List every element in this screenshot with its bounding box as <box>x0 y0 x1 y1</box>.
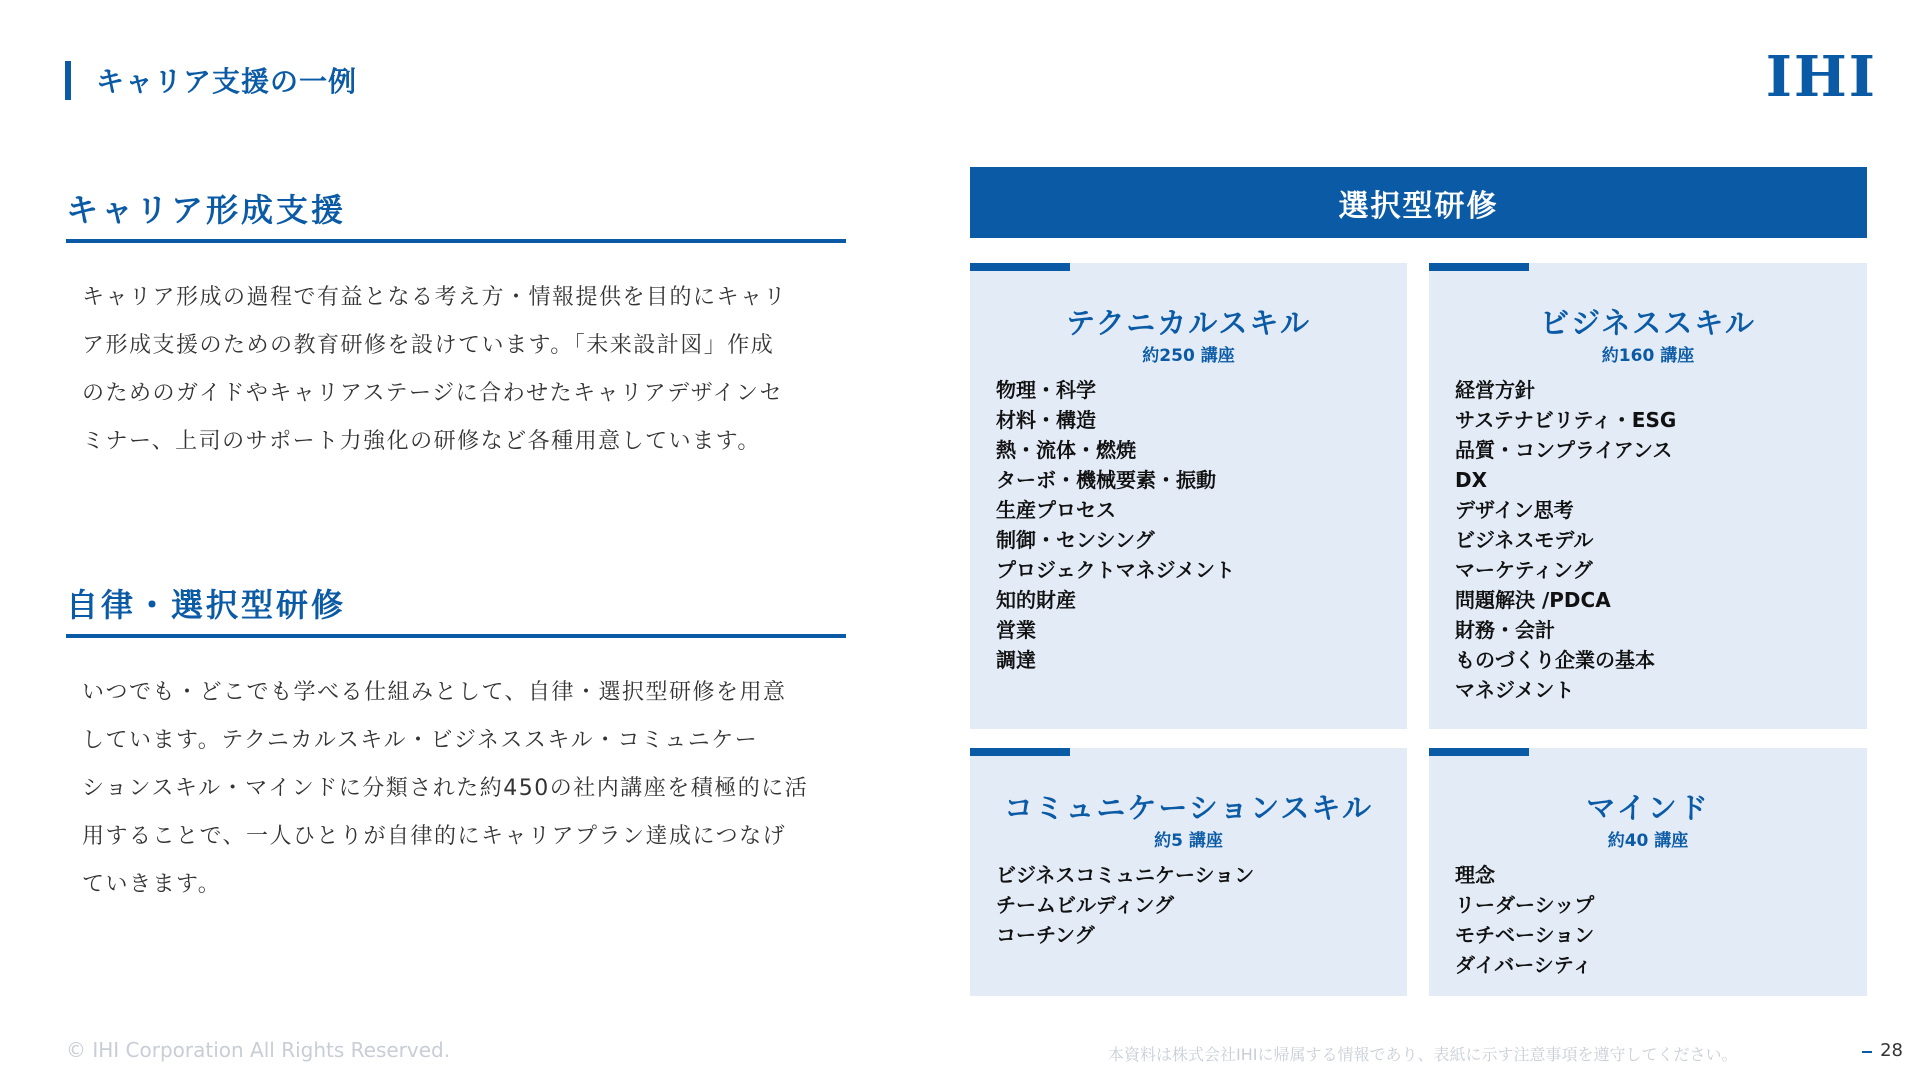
card-course-count: 約40 講座 <box>1607 831 1689 851</box>
list-item: 材料・構造 <box>996 408 1096 432</box>
list-item: チームビルディング <box>996 893 1174 917</box>
selective-section-divider <box>66 634 846 638</box>
list-item: 問題解決 /PDCA <box>1455 588 1611 612</box>
card-title: コミュニケーションスキル <box>1003 791 1374 825</box>
card-item-list <box>1455 375 1676 705</box>
list-item: ビジネスコミュニケーション <box>996 863 1255 887</box>
list-item: プロジェクトマネジメント <box>996 558 1235 582</box>
confidential-notice: 本資料は株式会社IHIに帰属する情報であり、表紙に示す注意事項を遵守してください。 <box>1108 1045 1738 1064</box>
list-item: 熱・流体・燃焼 <box>996 438 1136 462</box>
list-item: 調達 <box>996 648 1036 672</box>
list-item: 物理・科学 <box>996 378 1096 402</box>
text-line: ア形成支援のための教育研修を設けています。「未来設計図」作成 <box>82 333 775 358</box>
career-section-title: キャリア形成支援 <box>66 191 347 229</box>
list-item: 理念 <box>1455 863 1495 887</box>
card-title: テクニカルスキル <box>1065 306 1312 340</box>
list-item: ものづくり企業の基本 <box>1455 648 1655 672</box>
page-number-dash <box>1862 1051 1872 1053</box>
card-accent <box>1429 748 1529 756</box>
card-course-count: 約160 講座 <box>1601 346 1695 366</box>
list-item: マーケティング <box>1455 558 1593 582</box>
text-line: ミナー、上司のサポート力強化の研修など各種用意しています。 <box>82 429 761 454</box>
header-accent-bar <box>65 61 71 100</box>
card-accent <box>970 748 1070 756</box>
list-item: サステナビリティ・ESG <box>1455 408 1677 432</box>
card-technical-skill <box>970 263 1407 729</box>
card-course-count: 約250 講座 <box>1142 346 1235 366</box>
list-item: 営業 <box>996 618 1036 642</box>
card-communication-skill <box>970 748 1407 996</box>
text-line: ションスキル・マインドに分類された約450の社内講座を積極的に活 <box>82 776 809 801</box>
list-item: 経営方針 <box>1455 378 1535 402</box>
text-line: いつでも・どこでも学べる仕組みとして、自律・選択型研修を用意 <box>82 680 787 705</box>
list-item: デザイン思考 <box>1455 498 1574 522</box>
panel-title: 選択型研修 <box>1338 188 1499 224</box>
card-item-list <box>996 860 1254 950</box>
text-line: しています。テクニカルスキル・ビジネススキル・コミュニケー <box>82 728 759 753</box>
list-item: モチベーション <box>1455 923 1595 947</box>
text-line: キャリア形成の過程で有益となる考え方・情報提供を目的にキャリ <box>82 285 788 310</box>
text-line: ていきます。 <box>82 872 222 897</box>
panel-header <box>970 167 1867 238</box>
list-item: ターボ・機械要素・振動 <box>996 468 1216 492</box>
list-item: 財務・会計 <box>1455 618 1555 642</box>
selective-section-title: 自律・選択型研修 <box>66 586 347 624</box>
list-item: 品質・コンプライアンス <box>1455 438 1673 462</box>
card-title: ビジネススキル <box>1540 306 1756 340</box>
copyright-text: © IHI Corporation All Rights Reserved. <box>66 1038 451 1062</box>
selective-section-text <box>82 669 842 909</box>
card-item-list <box>1455 860 1594 980</box>
page-number: 28 <box>1880 1040 1903 1061</box>
list-item: 生産プロセス <box>996 498 1116 522</box>
card-accent <box>1429 263 1529 271</box>
list-item: ダイバーシティ <box>1455 953 1593 977</box>
card-mind <box>1429 748 1867 996</box>
list-item: コーチング <box>996 923 1095 947</box>
text-line: 用することで、一人ひとりが自律的にキャリアプラン達成につなげ <box>82 824 787 849</box>
list-item: 知的財産 <box>996 588 1076 612</box>
card-accent <box>970 263 1070 271</box>
list-item: DX <box>1455 468 1488 492</box>
list-item: リーダーシップ <box>1455 893 1595 917</box>
list-item: マネジメント <box>1455 678 1575 702</box>
career-section-text <box>82 274 842 466</box>
career-section-divider <box>66 239 846 243</box>
card-course-count: 約5 講座 <box>1154 831 1223 851</box>
text-line: のためのガイドやキャリアステージに合わせたキャリアデザインセ <box>82 381 784 406</box>
card-title: マインド <box>1586 791 1710 825</box>
list-item: 制御・センシング <box>996 528 1155 552</box>
card-business-skill <box>1429 263 1867 729</box>
ihi-logo: IHI <box>1765 44 1877 110</box>
card-item-list <box>996 375 1235 675</box>
page-title: キャリア支援の一例 <box>96 65 358 98</box>
list-item: ビジネスモデル <box>1455 528 1594 552</box>
